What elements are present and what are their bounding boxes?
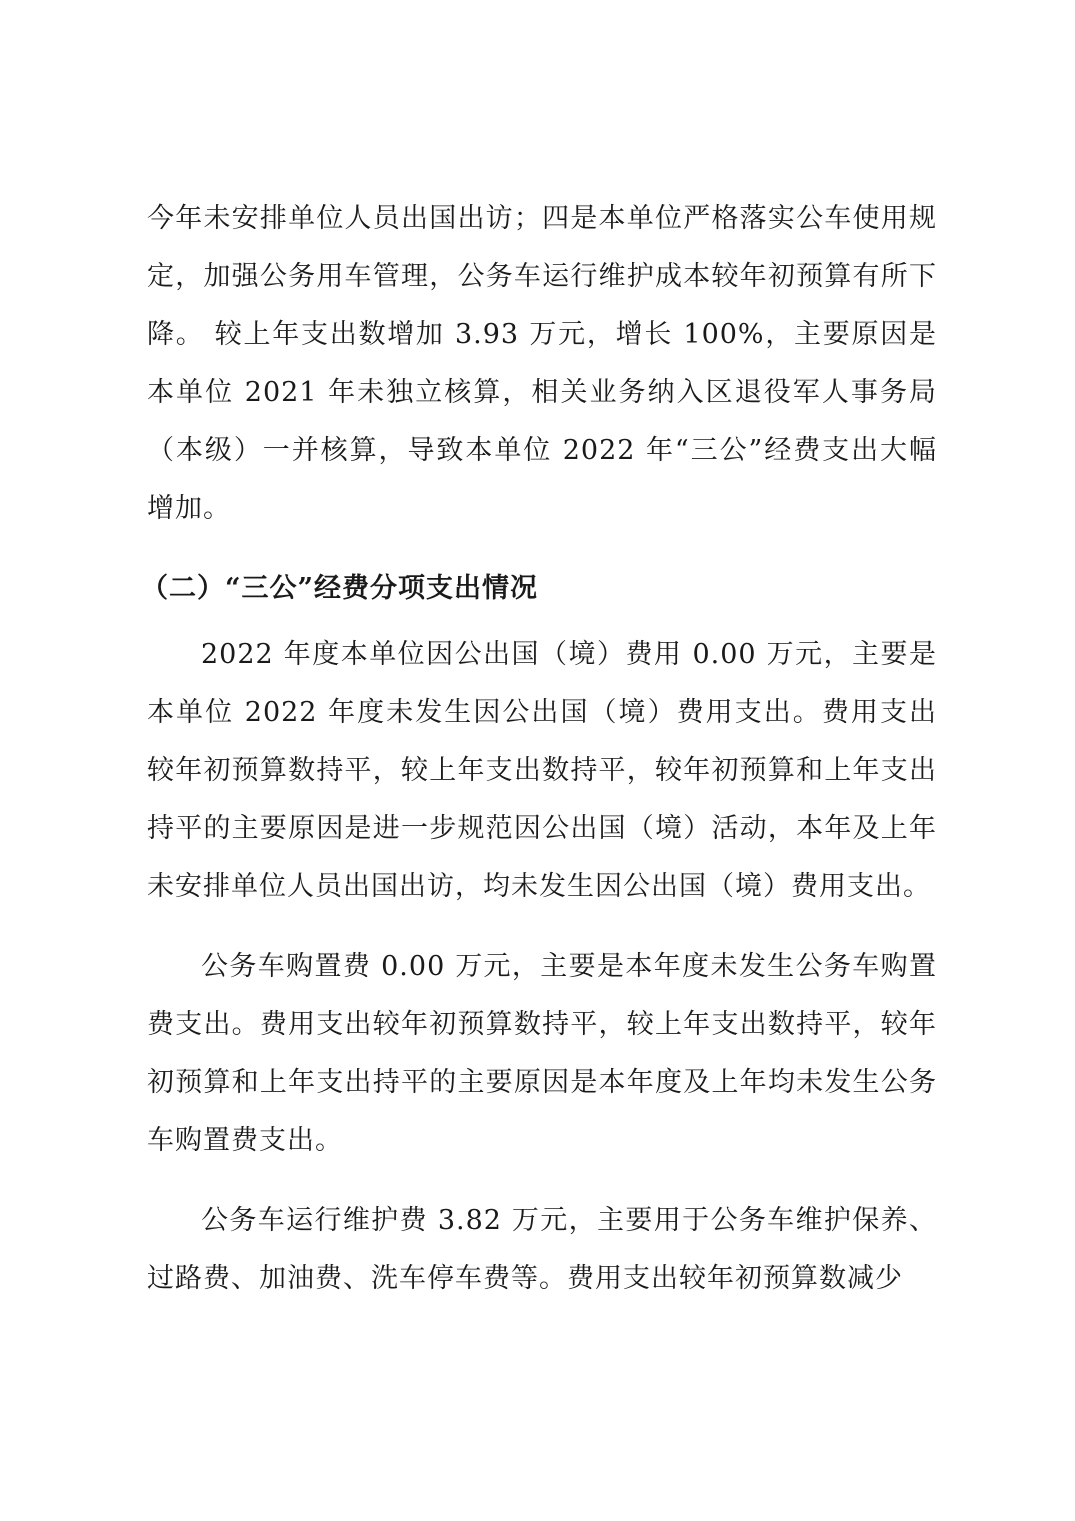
- paragraph-vehicle-purchase: 公务车购置费 0.00 万元，主要是本年度未发生公务车购置费支出。费用支出较年初预算数持平，较上年支出数持平，较年初预算和上年支出持平的主要原因是本年度及上年均未发生公务车购置费支出。: [147, 951, 937, 1156]
- paragraph-vehicle-maintenance: 公务车运行维护费 3.82 万元，主要用于公务车维护保养、过路费、加油费、洗车停车费等。费用支出较年初预算数减少: [147, 1205, 937, 1294]
- paragraph-overseas-expense: 2022 年度本单位因公出国（境）费用 0.00 万元，主要是本单位 2022 年度未发生因公出国（境）费用支出。费用支出较年初预算数持平，较上年支出数持平，较年初预算和上年支出持平的主要原因是进一步规范因公出国（境）活动，本年及上年未安排单位人员出国出访，均未发生因公出国（境）费用支出。: [147, 639, 937, 902]
- paragraph-continuation: 今年未安排单位人员出国出访；四是本单位严格落实公车使用规定，加强公务用车管理，公务车运行维护成本较年初预算有所下降。 较上年支出数增加 3.93 万元，增长 100%，主要原因是本单位 2021 年未独立核算，相关业务纳入区退役军人事务局（本级）一并核算，导致本单位 2022 年“三公”经费支出大幅增加。: [147, 203, 937, 524]
- section-heading: （二）“三公”经费分项支出情况: [141, 573, 539, 604]
- document-body: [141, 190, 937, 1308]
